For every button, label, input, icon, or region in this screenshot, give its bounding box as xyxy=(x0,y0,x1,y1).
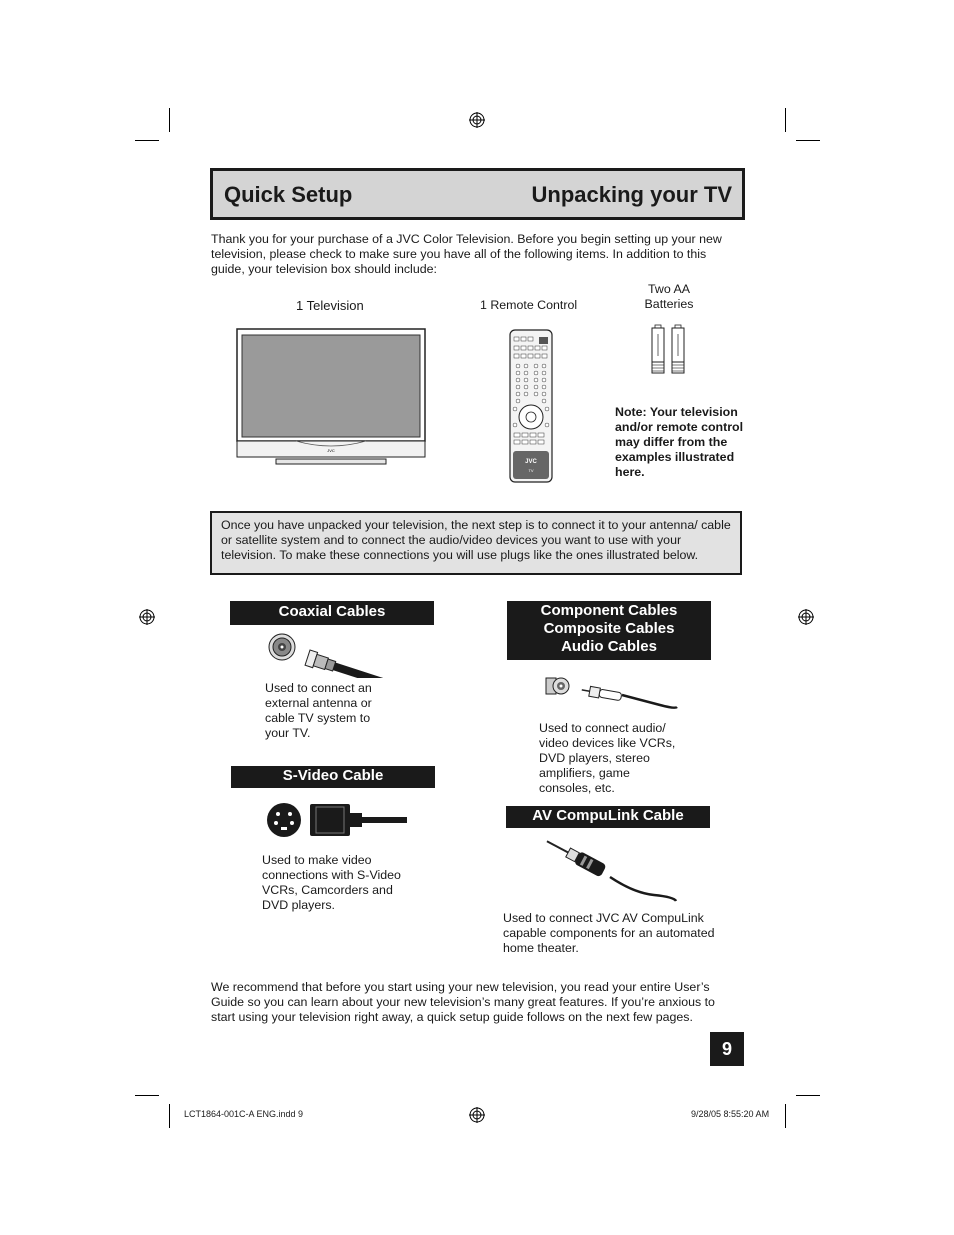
svideo-cable-description: Used to make video connections with S-Video VCRs, Camcorders and DVD players. xyxy=(262,853,401,912)
registration-mark-icon xyxy=(798,609,814,625)
component-cables-heading-line2: Composite Cables xyxy=(543,620,675,637)
svideo-cable-illustration xyxy=(266,801,408,841)
remote-label: 1 Remote Control xyxy=(480,298,578,312)
crop-mark xyxy=(135,1095,159,1096)
av-compulink-cable-heading: AV CompuLink Cable xyxy=(506,806,710,828)
av-compulink-cable-illustration xyxy=(544,835,678,905)
batteries-label xyxy=(640,282,698,312)
svideo-cable-heading: S-Video Cable xyxy=(231,766,435,788)
registration-mark-icon xyxy=(469,112,485,128)
tv-brand-logo: JVC xyxy=(327,448,335,453)
coaxial-cables-description: Used to connect an external antenna or cable TV system to your TV. xyxy=(265,681,372,740)
component-cables-heading-line3: Audio Cables xyxy=(561,638,657,655)
battery-icon xyxy=(652,325,664,373)
connect-info-text: Once you have unpacked your television, the next step is to connect it to your antenna/ cable or satellite system and to connect the audio/video devices you want to use with your television. To make these connections you will use plugs like the ones illustrated below. xyxy=(221,518,731,562)
component-cables-heading xyxy=(507,601,711,660)
page-header xyxy=(210,168,745,220)
connect-info-box xyxy=(210,511,742,575)
coaxial-cables-heading: Coaxial Cables xyxy=(230,601,434,625)
page-title: Unpacking your TV xyxy=(531,182,732,207)
remote-sub-label: TV xyxy=(528,468,534,473)
registration-mark-icon xyxy=(139,609,155,625)
footer-filename: LCT1864-001C-A ENG.indd 9 xyxy=(184,1109,304,1119)
remote-brand-logo: JVC xyxy=(525,459,537,465)
crop-mark xyxy=(135,140,159,141)
registration-mark-icon xyxy=(469,1107,485,1123)
crop-mark xyxy=(785,108,786,132)
batteries-label-line2: Batteries xyxy=(644,297,694,311)
section-title: Quick Setup xyxy=(224,182,353,207)
crop-mark xyxy=(785,1104,786,1128)
coaxial-cable-illustration xyxy=(266,632,388,678)
crop-mark xyxy=(169,108,170,132)
television-illustration xyxy=(236,328,426,466)
note-text: Note: Your television and/or remote control may differ from the examples illustrated here. xyxy=(615,405,744,479)
component-cable-illustration xyxy=(545,675,679,715)
closing-paragraph: We recommend that before you start using your new television, you read your entire User’s Guide so you can learn about your new television’s many great features. If you’re anxious to start using your television right away, a quick setup guide follows on the next few pages. xyxy=(211,980,715,1024)
page-number: 9 xyxy=(710,1032,744,1066)
batteries-label-line1: Two AA xyxy=(647,282,690,296)
remote-illustration xyxy=(509,329,553,483)
television-label: 1 Television xyxy=(296,298,364,313)
footer-timestamp: 9/28/05 8:55:20 AM xyxy=(691,1109,770,1119)
component-cables-description: Used to connect audio/ video devices like VCRs, DVD players, stereo amplifiers, game consoles, etc. xyxy=(539,721,676,795)
crop-mark xyxy=(169,1104,170,1128)
component-cables-heading-line1: Component Cables xyxy=(540,602,678,619)
battery-icon xyxy=(672,325,684,373)
av-compulink-cable-description: Used to connect JVC AV CompuLink capable components for an automated home theater. xyxy=(503,911,715,955)
batteries-illustration xyxy=(651,324,687,374)
crop-mark xyxy=(796,140,820,141)
crop-mark xyxy=(796,1095,820,1096)
intro-paragraph: Thank you for your purchase of a JVC Color Television. Before you begin setting up your new television, please check to make sure you have all of the following items. In addition to this guide, your television box should include: xyxy=(211,232,722,276)
